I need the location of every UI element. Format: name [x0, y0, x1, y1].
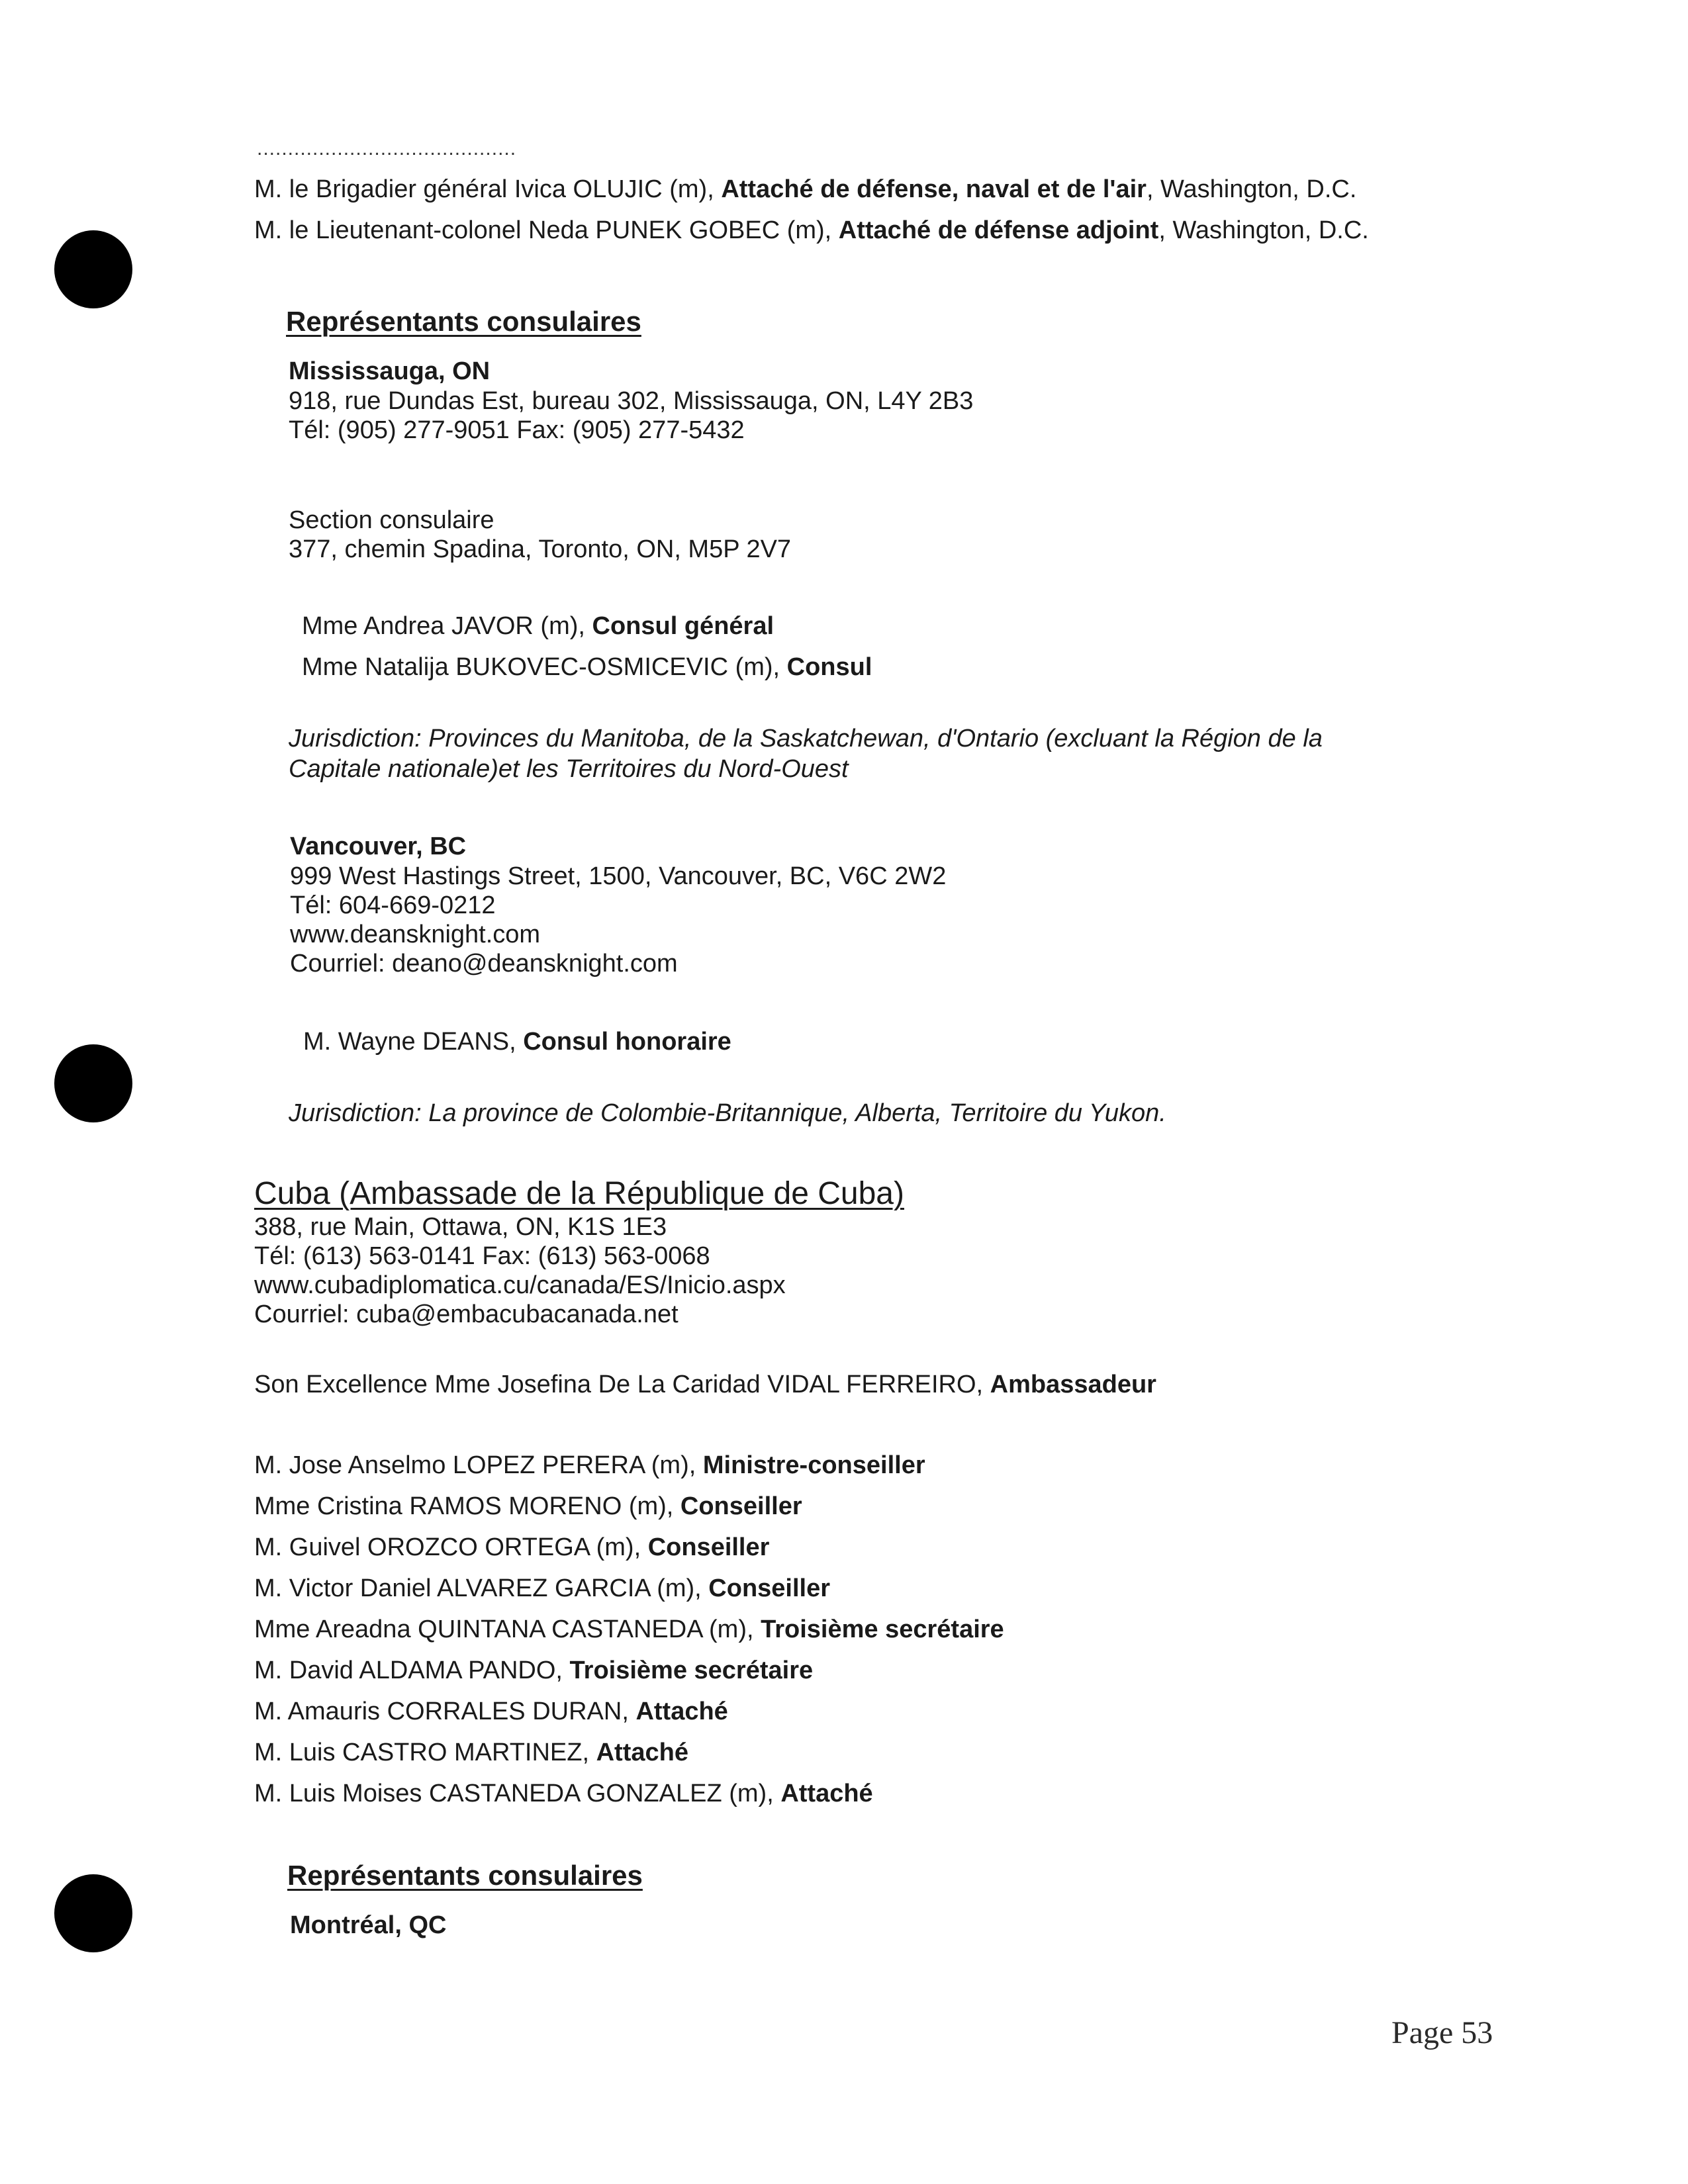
staff-line: M. Wayne DEANS, Consul honoraire: [303, 1028, 731, 1056]
staff-line: M. le Brigadier général Ivica OLUJIC (m), Attaché de défense, naval et de l'air, Washington, D.C.: [254, 175, 1357, 203]
punch-hole-top: [54, 230, 132, 308]
city-heading: Vancouver, BC: [290, 833, 467, 860]
jurisdiction: Capitale nationale)et les Territoires du Nord-Ouest: [289, 755, 849, 783]
website: www.cubadiplomatica.cu/canada/ES/Inicio.aspx: [254, 1271, 786, 1299]
email: Courriel: cuba@embacubacanada.net: [254, 1300, 679, 1328]
jurisdiction: Jurisdiction: La province de Colombie-Britannique, Alberta, Territoire du Yukon.: [289, 1099, 1166, 1127]
staff-line: M. Amauris CORRALES DURAN, Attaché: [254, 1698, 728, 1725]
section-heading-consular: Représentants consulaires: [287, 1860, 643, 1891]
address: 388, rue Main, Ottawa, ON, K1S 1E3: [254, 1213, 667, 1241]
staff-line: Mme Cristina RAMOS MORENO (m), Conseiller: [254, 1492, 802, 1520]
staff-line: Mme Natalija BUKOVEC-OSMICEVIC (m), Consul: [302, 653, 872, 681]
phone: Tél: (905) 277-9051 Fax: (905) 277-5432: [289, 416, 745, 444]
embassy-heading: Cuba (Ambassade de la République de Cuba): [254, 1176, 904, 1211]
address: 999 West Hastings Street, 1500, Vancouver, BC, V6C 2W2: [290, 862, 947, 890]
staff-line: Mme Areadna QUINTANA CASTANEDA (m), Troisième secrétaire: [254, 1615, 1004, 1643]
phone: Tél: (613) 563-0141 Fax: (613) 563-0068: [254, 1242, 710, 1270]
punch-hole-middle: [54, 1044, 132, 1122]
staff-line: M. le Lieutenant-colonel Neda PUNEK GOBEC (m), Attaché de défense adjoint, Washington, D.C.: [254, 216, 1369, 244]
staff-line: M. Victor Daniel ALVAREZ GARCIA (m), Conseiller: [254, 1574, 831, 1602]
address: 377, chemin Spadina, Toronto, ON, M5P 2V7: [289, 535, 792, 563]
staff-line: M. Luis CASTRO MARTINEZ, Attaché: [254, 1739, 688, 1766]
section-heading-consular: Représentants consulaires: [286, 306, 641, 337]
page-number: Page 53: [1391, 2015, 1493, 2050]
staff-line: Mme Andrea JAVOR (m), Consul général: [302, 612, 774, 640]
punch-hole-bottom: [54, 1874, 132, 1952]
website: www.deansknight.com: [290, 921, 541, 948]
dotted-leader: ..........................................: [257, 138, 517, 159]
jurisdiction: Jurisdiction: Provinces du Manitoba, de la Saskatchewan, d'Ontario (excluant la Région de la: [289, 725, 1323, 752]
address: 918, rue Dundas Est, bureau 302, Mississauga, ON, L4Y 2B3: [289, 387, 974, 415]
staff-line: M. Jose Anselmo LOPEZ PERERA (m), Ministre-conseiller: [254, 1451, 925, 1479]
staff-line: M. David ALDAMA PANDO, Troisième secrétaire: [254, 1657, 814, 1684]
staff-line: M. Guivel OROZCO ORTEGA (m), Conseiller: [254, 1533, 770, 1561]
ambassador-line: Son Excellence Mme Josefina De La Caridad VIDAL FERREIRO, Ambassadeur: [254, 1371, 1156, 1398]
city-heading: Mississauga, ON: [289, 357, 491, 385]
email: Courriel: deano@deansknight.com: [290, 950, 678, 978]
city-heading: Montréal, QC: [290, 1911, 447, 1939]
staff-line: M. Luis Moises CASTANEDA GONZALEZ (m), Attaché: [254, 1780, 873, 1807]
section-label: Section consulaire: [289, 506, 494, 534]
phone: Tél: 604-669-0212: [290, 891, 496, 919]
